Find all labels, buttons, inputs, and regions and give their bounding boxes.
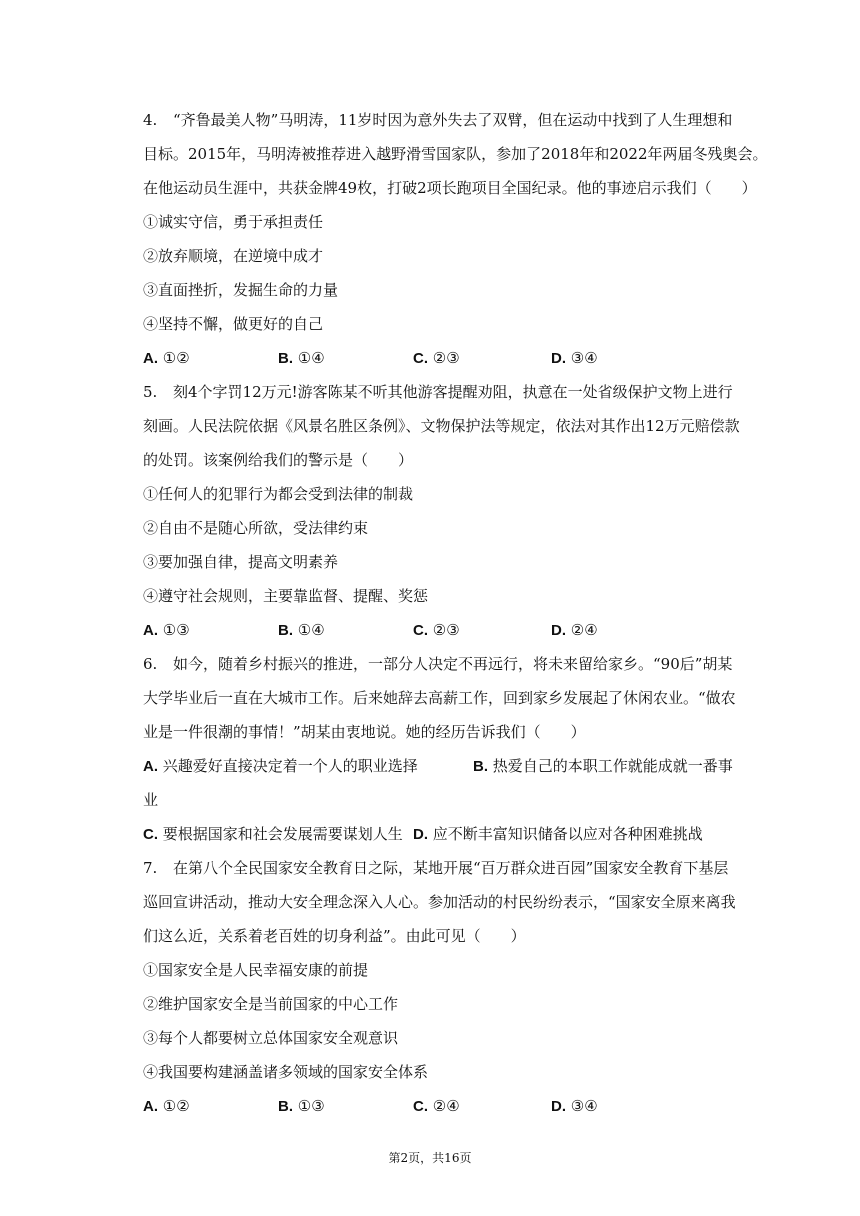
q7-number: 7.: [143, 859, 158, 877]
q5-option-d[interactable]: D. ②④: [551, 621, 598, 639]
q5-line-1: 5. 刻4个字罚12万元!游客陈某不听其他游客提醒劝阻，执意在一处省级保护文物上进行: [143, 383, 733, 401]
q4-option-b[interactable]: B. ①④: [278, 349, 325, 367]
q5-option-b[interactable]: B. ①④: [278, 621, 325, 639]
q6-option-b-continued: 业: [143, 791, 159, 809]
q4-line-1: 4. “齐鲁最美人物”马明涛，11岁时因为意外失去了双臂，但在运动中找到了人生理想和: [143, 111, 733, 129]
q5-option-a[interactable]: A. ①③: [143, 621, 190, 639]
q5-statement-2: ②自由不是随心所欲，受法律约束: [143, 519, 369, 537]
q5-statement-4: ④遵守社会规则，主要靠监督、提醒、奖惩: [143, 587, 429, 605]
q6-option-b[interactable]: B. 热爱自己的本职工作就能成就一番事: [473, 757, 733, 775]
q6-option-d[interactable]: D. 应不断丰富知识储备以应对各种困难挑战: [413, 825, 703, 843]
q4-option-a[interactable]: A. ①②: [143, 349, 190, 367]
q7-statement-4: ④我国要构建涵盖诸多领域的国家安全体系: [143, 1063, 429, 1081]
q5-line-3: 的处罚。该案例给我们的警示是（ ）: [143, 451, 414, 469]
q6-option-a[interactable]: A. 兴趣爱好直接决定着一个人的职业选择: [143, 757, 418, 775]
q5-statement-1: ①任何人的犯罪行为都会受到法律的制裁: [143, 485, 414, 503]
q4-line-3: 在他运动员生涯中，共获金牌49枚，打破2项长跑项目全国纪录。他的事迹启示我们（ ）: [143, 179, 757, 197]
q7-option-c[interactable]: C. ②④: [413, 1097, 460, 1115]
q4-option-d[interactable]: D. ③④: [551, 349, 598, 367]
q7-option-b[interactable]: B. ①③: [278, 1097, 325, 1115]
q4-statement-1: ①诚实守信，勇于承担责任: [143, 213, 324, 231]
q7-line-3: 们这么近，关系着老百姓的切身利益”。由此可见（ ）: [143, 927, 526, 945]
q6-number: 6.: [143, 655, 158, 673]
q6-line-3: 业是一件很潮的事情！”胡某由衷地说。她的经历告诉我们（ ）: [143, 723, 586, 741]
page-footer: 第2页，共16页: [388, 1151, 472, 1165]
q7-statement-3: ③每个人都要树立总体国家安全观意识: [143, 1029, 399, 1047]
q7-option-a[interactable]: A. ①②: [143, 1097, 190, 1115]
q5-line-2: 刻画。人民法院依据《风景名胜区条例》、文物保护法等规定，依法对其作出12万元赔偿款: [143, 417, 740, 435]
q5-number: 5.: [143, 383, 158, 401]
q4-number: 4.: [143, 111, 158, 129]
q4-statement-2: ②放弃顺境，在逆境中成才: [143, 247, 324, 265]
q7-statement-1: ①国家安全是人民幸福安康的前提: [143, 961, 369, 979]
q5-option-c[interactable]: C. ②③: [413, 621, 460, 639]
q7-statement-2: ②维护国家安全是当前国家的中心工作: [143, 995, 399, 1013]
q4-statement-3: ③直面挫折，发掘生命的力量: [143, 281, 339, 299]
q7-line-1: 7. 在第八个全民国家安全教育日之际，某地开展“百万群众进百园”国家安全教育下基层: [143, 859, 729, 877]
q5-statement-3: ③要加强自律，提高文明素养: [143, 553, 339, 571]
q6-line-2: 大学毕业后一直在大城市工作。后来她辞去高薪工作，回到家乡发展起了休闲农业。“做农: [143, 689, 736, 707]
q4-statement-4: ④坚持不懈，做更好的自己: [143, 315, 324, 333]
q7-line-2: 巡回宣讲活动，推动大安全理念深入人心。参加活动的村民纷纷表示，“国家安全原来离我: [143, 893, 736, 911]
q6-line-1: 6. 如今，随着乡村振兴的推进，一部分人决定不再远行，将未来留给家乡。“90后”胡某: [143, 655, 733, 673]
q6-option-c[interactable]: C. 要根据国家和社会发展需要谋划人生: [143, 825, 403, 843]
q7-option-d[interactable]: D. ③④: [551, 1097, 598, 1115]
q4-option-c[interactable]: C. ②③: [413, 349, 460, 367]
q4-line-2: 目标。2015年，马明涛被推荐进入越野滑雪国家队，参加了2018年和2022年两届冬残奥会。: [143, 145, 768, 163]
